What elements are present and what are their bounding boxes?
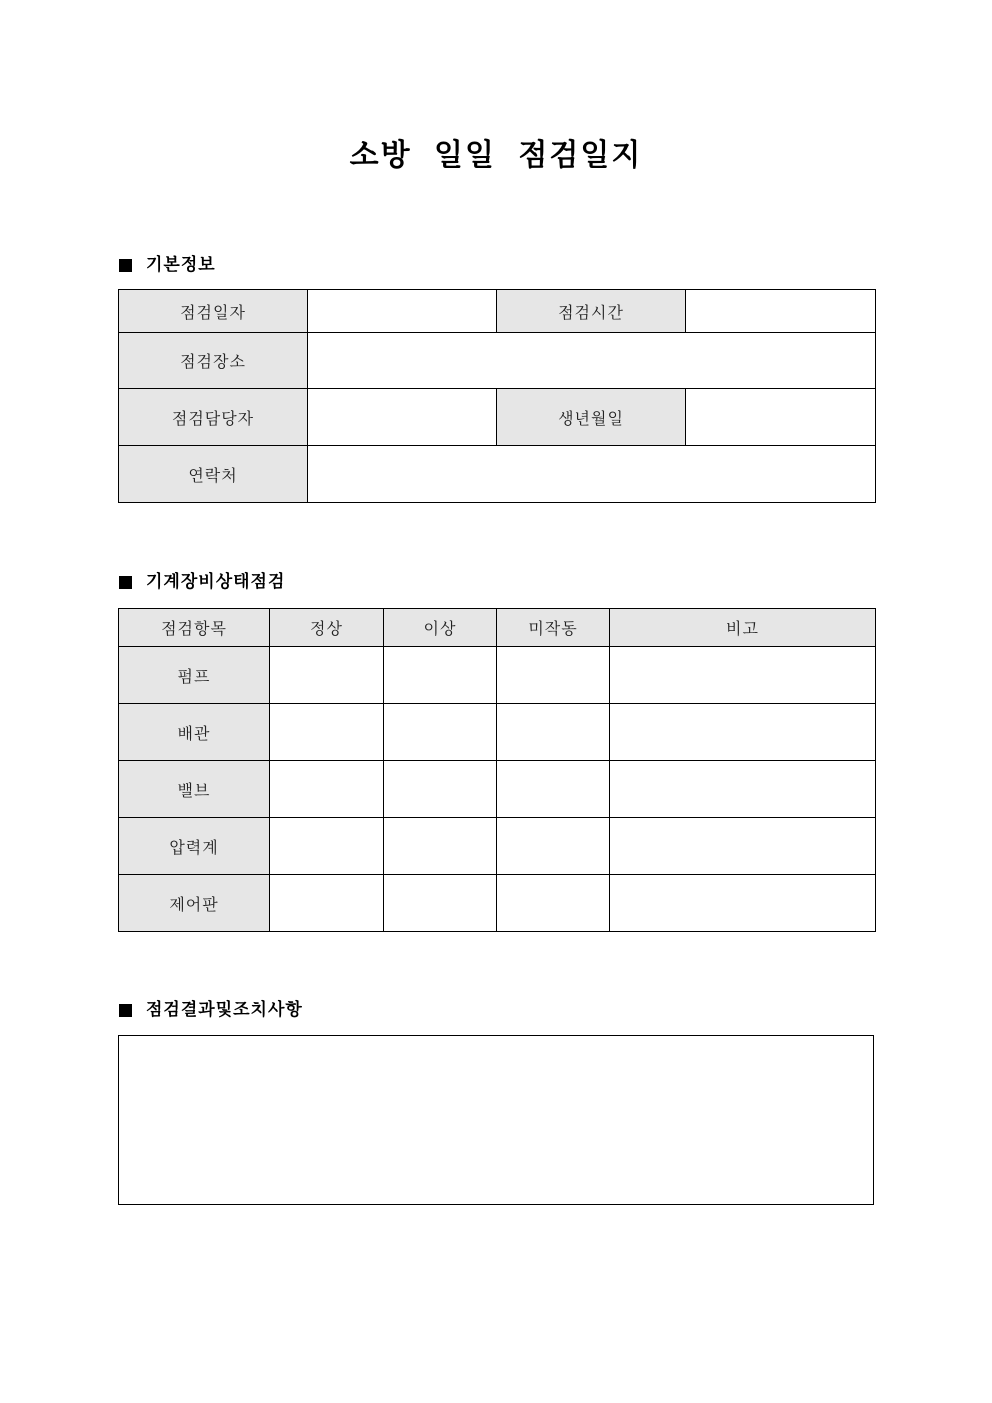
section-heading-results [118,998,303,1022]
item-label: 밸브 [119,761,270,818]
normal-cell[interactable] [270,875,384,932]
normal-cell[interactable] [270,647,384,704]
table-row [119,647,876,704]
abnormal-cell[interactable] [384,704,497,761]
inspection-time-field[interactable] [686,290,876,333]
equipment-check-table [118,608,876,932]
normal-cell[interactable] [270,818,384,875]
inoperative-cell[interactable] [497,818,610,875]
table-row [119,290,876,333]
normal-cell[interactable] [270,761,384,818]
section-heading-label: 점검결과및조치사항 [146,1000,303,1020]
remarks-cell[interactable] [610,647,876,704]
normal-cell[interactable] [270,704,384,761]
birth-date-field[interactable] [686,389,876,446]
inoperative-cell[interactable] [497,647,610,704]
contact-label: 연락처 [119,446,308,503]
table-row [119,704,876,761]
column-header-abnormal: 이상 [384,609,497,647]
table-row [119,333,876,389]
birth-date-label: 생년월일 [497,389,686,446]
results-and-actions-field[interactable] [118,1035,874,1205]
inspection-place-field[interactable] [308,333,876,389]
square-bullet-icon [119,1004,132,1017]
abnormal-cell[interactable] [384,818,497,875]
inoperative-cell[interactable] [497,761,610,818]
item-label: 펌프 [119,647,270,704]
section-heading-equipment-check [118,570,285,594]
remarks-cell[interactable] [610,818,876,875]
item-label: 배관 [119,704,270,761]
section-heading-basic-info [118,253,216,277]
table-row [119,875,876,932]
table-row [119,389,876,446]
inspection-date-field[interactable] [308,290,497,333]
inoperative-cell[interactable] [497,875,610,932]
section-heading-label: 기본정보 [146,255,216,275]
table-row [119,761,876,818]
basic-info-table [118,289,876,503]
remarks-cell[interactable] [610,875,876,932]
column-header-inoperative: 미작동 [497,609,610,647]
inspector-field[interactable] [308,389,497,446]
item-label: 압력계 [119,818,270,875]
column-header-remarks: 비고 [610,609,876,647]
inspection-time-label: 점검시간 [497,290,686,333]
square-bullet-icon [119,576,132,589]
inspection-date-label: 점검일자 [119,290,308,333]
remarks-cell[interactable] [610,761,876,818]
page-title: 소방 일일 점검일지 [349,138,643,173]
inspection-place-label: 점검장소 [119,333,308,389]
remarks-cell[interactable] [610,704,876,761]
section-heading-label: 기계장비상태점검 [146,572,286,592]
inspector-label: 점검담당자 [119,389,308,446]
column-header-normal: 정상 [270,609,384,647]
item-label: 제어판 [119,875,270,932]
abnormal-cell[interactable] [384,647,497,704]
abnormal-cell[interactable] [384,761,497,818]
column-header-item: 점검항목 [119,609,270,647]
inoperative-cell[interactable] [497,704,610,761]
square-bullet-icon [119,259,132,272]
table-header-row [119,609,876,647]
table-row [119,818,876,875]
table-row [119,446,876,503]
contact-field[interactable] [308,446,876,503]
abnormal-cell[interactable] [384,875,497,932]
